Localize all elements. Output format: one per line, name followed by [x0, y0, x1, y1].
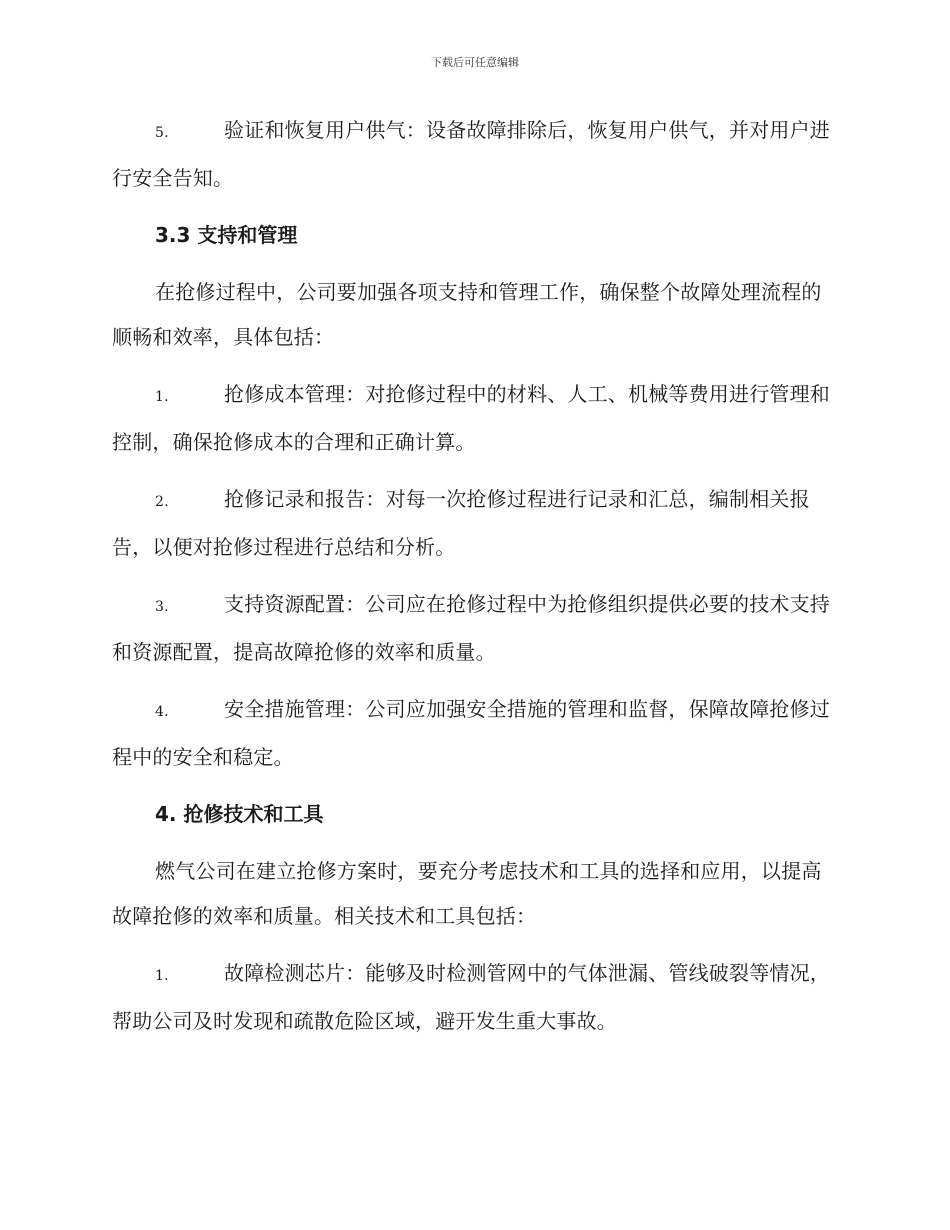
list-item [112, 687, 832, 780]
paragraph: 在抢修过程中，公司要加强各项支持和管理工作，确保整个故障处理流程的顺畅和效率，具体包括： [112, 280, 822, 349]
list-item [112, 582, 832, 675]
list-text: 抢修成本管理：对抢修过程中的材料、人工、机械等费用进行管理和控制，确保抢修成本的合理和正确计算。 [112, 382, 830, 454]
list-number: 3. [155, 599, 169, 615]
list-text: 支持资源配置：公司应在抢修过程中为抢修组织提供必要的技术支持和资源配置，提高故障抢修的效率和质量。 [112, 592, 830, 664]
list-number: 1. [155, 968, 169, 984]
list-item [112, 477, 832, 570]
list-number: 2. [155, 494, 169, 510]
list-item [112, 108, 832, 201]
list-text: 故障检测芯片：能够及时检测管网中的气体泄漏、管线破裂等情况，帮助公司及时发现和疏散危险区域，避开发生重大事故。 [112, 961, 830, 1033]
list-text: 抢修记录和报告：对每一次抢修过程进行记录和汇总，编制相关报告，以便对抢修过程进行总结和分析。 [112, 487, 810, 559]
list-number: 5. [155, 125, 169, 141]
section-heading: 4. 抢修技术和工具 [155, 802, 324, 826]
list-number: 1. [155, 389, 169, 405]
list-item [112, 951, 832, 1044]
page-header: 下载后可任意编辑 [431, 56, 519, 69]
list-number: 4. [155, 704, 169, 720]
list-item [112, 372, 832, 465]
section-heading: 3.3 支持和管理 [155, 223, 298, 247]
list-text: 验证和恢复用户供气：设备故障排除后，恢复用户供气，并对用户进行安全告知。 [112, 118, 830, 190]
list-text: 安全措施管理：公司应加强安全措施的管理和监督，保障故障抢修过程中的安全和稳定。 [112, 697, 830, 769]
document-body [112, 108, 832, 1056]
paragraph: 燃气公司在建立抢修方案时，要充分考虑技术和工具的选择和应用，以提高故障抢修的效率和质量。相关技术和工具包括： [112, 859, 822, 928]
